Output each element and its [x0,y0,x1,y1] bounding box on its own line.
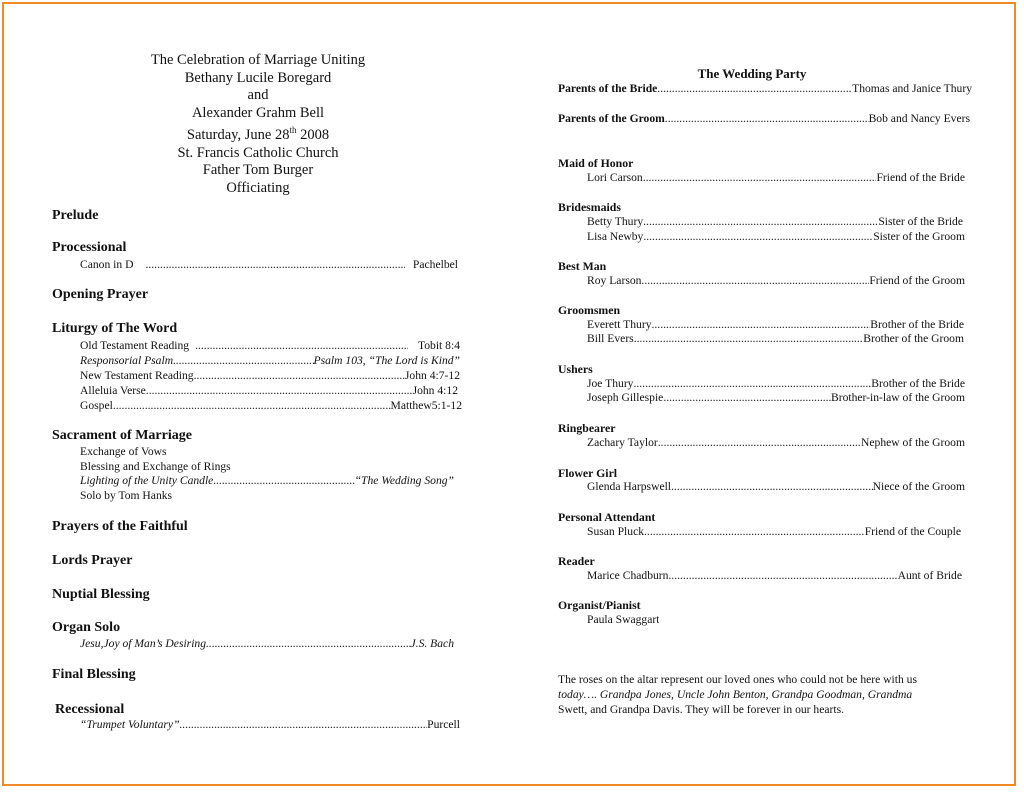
section-lords-prayer: Lords Prayer [52,553,133,568]
date-year: 2008 [296,127,330,144]
party-heading-maid-of-honor: Maid of Honor [558,156,634,170]
program-row-rings: Blessing and Exchange of Rings [80,460,231,473]
section-prelude: Prelude [52,208,99,223]
program-row-trumpet: “Trumpet Voluntary” ..... Purcell [80,718,460,733]
party-row-roy: Roy Larson ..... Friend of the Groom [587,274,965,287]
program-row-jesu: Jesu,Joy of Man’s Desiring ..... J.S. Bach [80,637,454,652]
date-superscript: th [289,125,297,136]
program-row-alleluia: Alleluia Verse ..... John 4:12 [80,384,458,399]
party-row-glenda: Glenda Harpswell ..... Niece of the Groom [587,480,965,493]
program-row-vows: Exchange of Vows [80,445,167,458]
section-processional: Processional [52,240,127,255]
party-heading-flower-girl: Flower Girl [558,466,618,480]
header-line-8: Officiating [226,179,290,196]
party-heading-bridesmaids: Bridesmaids [558,200,621,214]
section-prayers: Prayers of the Faithful [52,519,188,534]
party-row-paula: Paula Swaggart [587,613,660,626]
memorial-note-line-1: The roses on the altar represent our loved ones who could not be here with us [558,673,917,686]
party-row-everett: Everett Thury ..... Brother of the Bride [587,318,964,331]
program-row-solo: Solo by Tom Hanks [80,489,173,502]
date-text: Saturday, June 28 [186,127,290,144]
memorial-note [558,672,970,717]
party-row-zachary: Zachary Taylor ..... Nephew of the Groom [587,436,965,449]
header-line-2: Bethany Lucile Boregard [184,69,332,86]
header-date [52,122,464,144]
party-row-parents-groom: Parents of the Groom ..... Bob and Nancy Evers [558,112,970,127]
party-heading-best-man: Best Man [558,259,607,273]
memorial-note-line-3: Swett, and Grandpa Davis. They will be forever in our hearts. [558,703,845,716]
header-line-1: The Celebration of Marriage Uniting [150,52,366,68]
program-row-canon: Canon in D ..... Pachelbel [80,258,458,273]
program-row-gospel: Gospel ..... Matthew5:1-12 [80,399,462,414]
party-row-parents-bride: Parents of the Bride ..... Thomas and Janice Thury [558,82,972,97]
party-row-betty: Betty Thury ..... Sister of the Bride [587,215,963,228]
program-row-old-testament: Old Testament Reading ..... Tobit 8:4 [80,339,460,354]
party-heading-ushers: Ushers [558,362,593,376]
header-line-3: and [247,87,269,104]
party-row-joe: Joe Thury ..... Brother of the Bride [587,377,965,390]
program-row-unity-candle: Lighting of the Unity Candle ..... “The Wedding Song” [80,474,454,489]
section-opening-prayer: Opening Prayer [52,287,149,302]
section-liturgy: Liturgy of The Word [52,321,178,336]
party-row-lori: Lori Carson ..... Friend of the Bride [587,171,965,184]
party-heading-organist: Organist/Pianist [558,598,641,612]
header-line-4: Alexander Grahm Bell [191,104,325,121]
party-row-joseph: Joseph Gillespie ..... Brother-in-law of the Groom [587,391,965,404]
party-heading-personal-attendant: Personal Attendant [558,510,656,524]
section-sacrament: Sacrament of Marriage [52,428,192,443]
header-line-6: St. Francis Catholic Church [177,144,339,161]
memorial-note-line-2: today…. Grandpa Jones, Uncle John Benton, Grandpa Goodman, Grandma [558,688,913,701]
section-recessional: Recessional [55,702,125,717]
section-final-blessing: Final Blessing [52,667,136,682]
party-row-susan: Susan Pluck ..... Friend of the Couple [587,525,961,538]
wedding-party-title: The Wedding Party [697,66,807,81]
program-row-psalm: Responsorial Psalm ..... Psalm 103, “The Lord is Kind” [80,354,460,369]
party-heading-reader: Reader [558,554,595,568]
party-row-lisa: Lisa Newby ..... Sister of the Groom [587,230,965,243]
section-organ-solo: Organ Solo [52,620,121,635]
party-heading-groomsmen: Groomsmen [558,303,621,317]
ceremony-header [52,52,464,198]
party-row-bill: Bill Evers ..... Brother of the Groom [587,332,964,345]
party-row-marice: Marice Chadburn ..... Aunt of Bride [587,569,962,582]
section-nuptial: Nuptial Blessing [52,587,150,602]
party-heading-ringbearer: Ringbearer [558,421,616,435]
header-line-7: Father Tom Burger [202,162,314,179]
program-row-new-testament: New Testament Reading ..... John 4:7-12 [80,369,460,384]
